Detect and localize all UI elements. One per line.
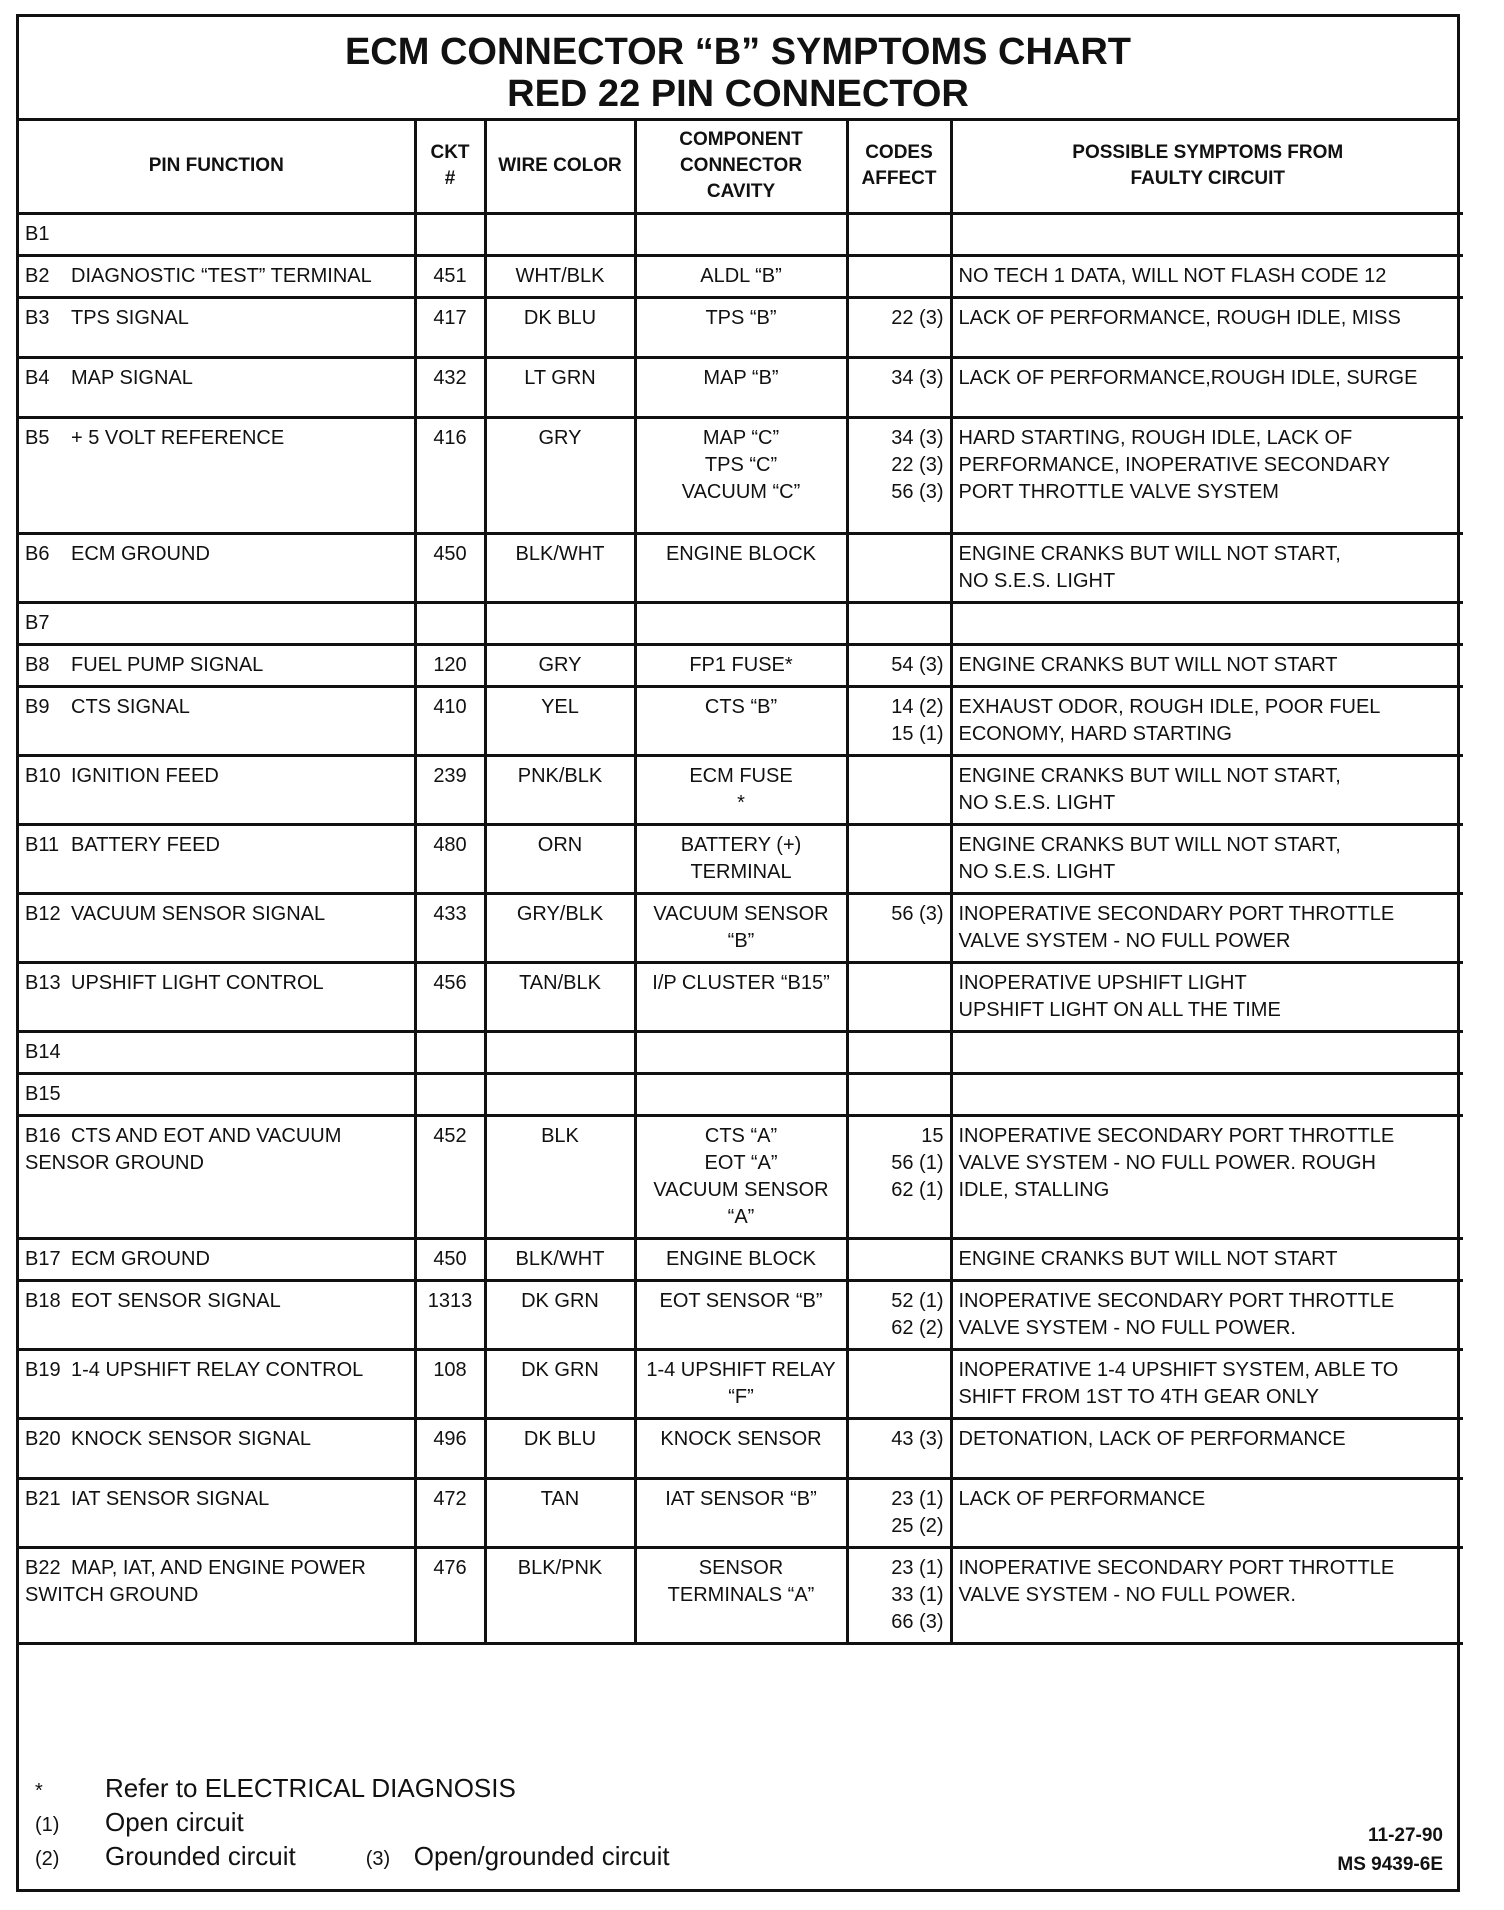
table-row [19, 357, 1463, 417]
codes-affect: 23 (1) 33 (1) 66 (3) [847, 1547, 951, 1643]
pin-function-cell [19, 1115, 415, 1238]
wire-color: LT GRN [485, 357, 635, 417]
wire-color: YEL [485, 686, 635, 755]
pin-function: DIAGNOSTIC “TEST” TERMINAL [71, 264, 372, 287]
pin-function-cell [19, 1547, 415, 1643]
ckt-number: 108 [415, 1349, 485, 1418]
codes-affect: 52 (1) 62 (2) [847, 1280, 951, 1349]
pin-function: CTS SIGNAL [71, 695, 190, 718]
wire-color: BLK/PNK [485, 1547, 635, 1643]
table-row [19, 1349, 1463, 1418]
pin-id: B6 [25, 542, 50, 565]
ckt-number: 451 [415, 255, 485, 297]
pin-function: + 5 VOLT REFERENCE [71, 426, 285, 449]
wire-color [485, 602, 635, 644]
component-cavity: EOT SENSOR “B” [635, 1280, 847, 1349]
ckt-number: 480 [415, 824, 485, 893]
pin-function: IGNITION FEED [71, 764, 219, 787]
pin-function: MAP SIGNAL [71, 366, 193, 389]
table-row [19, 1115, 1463, 1238]
pin-function: TPS SIGNAL [71, 306, 189, 329]
component-cavity: VACUUM SENSOR “B” [635, 893, 847, 962]
wire-color: TAN/BLK [485, 962, 635, 1031]
component-cavity: MAP “C” TPS “C” VACUUM “C” [635, 417, 847, 533]
wire-color: DK GRN [485, 1349, 635, 1418]
possible-symptoms: NO TECH 1 DATA, WILL NOT FLASH CODE 12 [951, 255, 1463, 297]
wire-color [485, 1031, 635, 1073]
codes-affect [847, 213, 951, 255]
pin-id: B15 [25, 1082, 61, 1105]
codes-affect [847, 533, 951, 602]
pin-function-cell [19, 962, 415, 1031]
pin-function: MAP, IAT, AND ENGINE POWER SWITCH GROUND [25, 1556, 366, 1606]
possible-symptoms: LACK OF PERFORMANCE,ROUGH IDLE, SURGE [951, 357, 1463, 417]
table-row [19, 1280, 1463, 1349]
ckt-number: 452 [415, 1115, 485, 1238]
component-cavity: CTS “A” EOT “A” VACUUM SENSOR “A” [635, 1115, 847, 1238]
ckt-number: 450 [415, 533, 485, 602]
ckt-number: 1313 [415, 1280, 485, 1349]
pin-id: B4 [25, 366, 50, 389]
component-cavity [635, 602, 847, 644]
pin-id: B19 [25, 1358, 61, 1381]
table-row [19, 962, 1463, 1031]
component-cavity [635, 1073, 847, 1115]
ckt-number: 239 [415, 755, 485, 824]
component-cavity: SENSOR TERMINALS “A” [635, 1547, 847, 1643]
wire-color: GRY [485, 644, 635, 686]
codes-affect: 34 (3) [847, 357, 951, 417]
possible-symptoms [951, 1031, 1463, 1073]
pin-id: B16 [25, 1124, 61, 1147]
ckt-number: 120 [415, 644, 485, 686]
pin-function-cell [19, 686, 415, 755]
pin-function-cell [19, 533, 415, 602]
codes-affect [847, 1238, 951, 1280]
document-number: MS 9439-6E [1337, 1854, 1443, 1875]
pin-function: EOT SENSOR SIGNAL [71, 1289, 281, 1312]
possible-symptoms: ENGINE CRANKS BUT WILL NOT START [951, 644, 1463, 686]
table-row [19, 1031, 1463, 1073]
codes-affect [847, 824, 951, 893]
possible-symptoms: DETONATION, LACK OF PERFORMANCE [951, 1418, 1463, 1478]
possible-symptoms: ENGINE CRANKS BUT WILL NOT START, NO S.E.S. LIGHT [951, 824, 1463, 893]
table-row [19, 602, 1463, 644]
pin-function-cell [19, 824, 415, 893]
pin-function-cell [19, 1349, 415, 1418]
pin-function: VACUUM SENSOR SIGNAL [71, 902, 326, 925]
pin-id: B7 [25, 611, 50, 634]
table-body [19, 213, 1463, 1643]
component-cavity: MAP “B” [635, 357, 847, 417]
table-row [19, 1238, 1463, 1280]
header-component: COMPONENT CONNECTOR CAVITY [635, 121, 847, 213]
possible-symptoms: INOPERATIVE SECONDARY PORT THROTTLE VALVE SYSTEM - NO FULL POWER. ROUGH IDLE, STALLING [951, 1115, 1463, 1238]
pin-function: ECM GROUND [71, 1247, 210, 1270]
table-row [19, 417, 1463, 533]
pin-function-cell [19, 1280, 415, 1349]
ckt-number: 432 [415, 357, 485, 417]
possible-symptoms: ENGINE CRANKS BUT WILL NOT START [951, 1238, 1463, 1280]
component-cavity: IAT SENSOR “B” [635, 1478, 847, 1547]
pin-id: B3 [25, 306, 50, 329]
pin-function-cell [19, 1238, 415, 1280]
codes-affect: 54 (3) [847, 644, 951, 686]
header-ckt: CKT # [415, 121, 485, 213]
component-cavity: I/P CLUSTER “B15” [635, 962, 847, 1031]
header-codes: CODES AFFECT [847, 121, 951, 213]
pin-function-cell [19, 1418, 415, 1478]
pin-id: B21 [25, 1487, 61, 1510]
title-line-1: ECM CONNECTOR “B” SYMPTOMS CHART [344, 31, 1132, 73]
component-cavity: 1-4 UPSHIFT RELAY “F” [635, 1349, 847, 1418]
wire-color: WHT/BLK [485, 255, 635, 297]
pin-function-cell [19, 255, 415, 297]
pin-table [19, 121, 1463, 1645]
codes-affect: 14 (2) 15 (1) [847, 686, 951, 755]
table-row [19, 1073, 1463, 1115]
possible-symptoms: ENGINE CRANKS BUT WILL NOT START, NO S.E.S. LIGHT [951, 755, 1463, 824]
ckt-number [415, 1031, 485, 1073]
ckt-number: 472 [415, 1478, 485, 1547]
component-cavity: ENGINE BLOCK [635, 533, 847, 602]
footnote-2-3: (2) Grounded circuit (3) Open/grounded circuit [35, 1841, 670, 1871]
pin-function-cell [19, 1073, 415, 1115]
codes-affect [847, 1031, 951, 1073]
codes-affect: 34 (3) 22 (3) 56 (3) [847, 417, 951, 533]
pin-function-cell [19, 1478, 415, 1547]
pin-id: B8 [25, 653, 50, 676]
possible-symptoms: EXHAUST ODOR, ROUGH IDLE, POOR FUEL ECONOMY, HARD STARTING [951, 686, 1463, 755]
codes-affect [847, 755, 951, 824]
wire-color [485, 213, 635, 255]
table-row [19, 533, 1463, 602]
component-cavity: BATTERY (+) TERMINAL [635, 824, 847, 893]
table-row [19, 824, 1463, 893]
pin-id: B17 [25, 1247, 61, 1270]
table-row [19, 893, 1463, 962]
table-row [19, 213, 1463, 255]
table-row [19, 644, 1463, 686]
table-row [19, 297, 1463, 357]
footnote-1: (1) Open circuit [35, 1807, 244, 1837]
pin-id: B14 [25, 1040, 61, 1063]
wire-color: BLK/WHT [485, 1238, 635, 1280]
possible-symptoms: LACK OF PERFORMANCE, ROUGH IDLE, MISS [951, 297, 1463, 357]
pin-id: B1 [25, 222, 50, 245]
wire-color: BLK/WHT [485, 533, 635, 602]
chart-title [19, 17, 1457, 121]
wire-color: DK BLU [485, 1418, 635, 1478]
wire-color: ORN [485, 824, 635, 893]
pin-function-cell [19, 1031, 415, 1073]
pin-function: 1-4 UPSHIFT RELAY CONTROL [71, 1358, 364, 1381]
ckt-number: 456 [415, 962, 485, 1031]
wire-color: PNK/BLK [485, 755, 635, 824]
table-row [19, 255, 1463, 297]
pin-function-cell [19, 417, 415, 533]
footnote-star: * Refer to ELECTRICAL DIAGNOSIS [35, 1773, 516, 1803]
component-cavity: ALDL “B” [635, 255, 847, 297]
table-row [19, 1547, 1463, 1643]
codes-affect [847, 255, 951, 297]
possible-symptoms [951, 602, 1463, 644]
header-symptoms: POSSIBLE SYMPTOMS FROM FAULTY CIRCUIT [951, 121, 1463, 213]
pin-id: B11 [25, 833, 60, 856]
component-cavity: KNOCK SENSOR [635, 1418, 847, 1478]
table-row [19, 1478, 1463, 1547]
table-row [19, 755, 1463, 824]
ckt-number: 496 [415, 1418, 485, 1478]
codes-affect: 43 (3) [847, 1418, 951, 1478]
possible-symptoms: INOPERATIVE 1-4 UPSHIFT SYSTEM, ABLE TO SHIFT FROM 1ST TO 4TH GEAR ONLY [951, 1349, 1463, 1418]
pin-function: IAT SENSOR SIGNAL [71, 1487, 270, 1510]
header-wire-color: WIRE COLOR [485, 121, 635, 213]
wire-color: DK GRN [485, 1280, 635, 1349]
header-pin-function: PIN FUNCTION [19, 121, 415, 213]
pin-function: UPSHIFT LIGHT CONTROL [71, 971, 324, 994]
pin-function: ECM GROUND [71, 542, 210, 565]
component-cavity: ECM FUSE * [635, 755, 847, 824]
ckt-number [415, 213, 485, 255]
pin-id: B18 [25, 1289, 61, 1312]
component-cavity: CTS “B” [635, 686, 847, 755]
ckt-number: 416 [415, 417, 485, 533]
codes-affect [847, 1073, 951, 1115]
ckt-number: 476 [415, 1547, 485, 1643]
ckt-number [415, 1073, 485, 1115]
possible-symptoms: INOPERATIVE UPSHIFT LIGHT UPSHIFT LIGHT ON ALL THE TIME [951, 962, 1463, 1031]
codes-affect: 56 (3) [847, 893, 951, 962]
pin-id: B5 [25, 426, 50, 449]
possible-symptoms: LACK OF PERFORMANCE [951, 1478, 1463, 1547]
pin-id: B12 [25, 902, 61, 925]
symptoms-chart [16, 14, 1460, 1892]
component-cavity: FP1 FUSE* [635, 644, 847, 686]
codes-affect [847, 962, 951, 1031]
table-row [19, 686, 1463, 755]
codes-affect: 15 56 (1) 62 (1) [847, 1115, 951, 1238]
wire-color: BLK [485, 1115, 635, 1238]
codes-affect: 22 (3) [847, 297, 951, 357]
component-cavity [635, 213, 847, 255]
footnotes [19, 1751, 1457, 1889]
pin-function-cell [19, 357, 415, 417]
ckt-number [415, 602, 485, 644]
ckt-number: 433 [415, 893, 485, 962]
wire-color: TAN [485, 1478, 635, 1547]
pin-id: B10 [25, 764, 61, 787]
title-line-2: RED 22 PIN CONNECTOR [507, 73, 969, 115]
pin-function: CTS AND EOT AND VACUUM SENSOR GROUND [25, 1124, 342, 1174]
wire-color: GRY [485, 417, 635, 533]
pin-function: BATTERY FEED [71, 833, 220, 856]
possible-symptoms: HARD STARTING, ROUGH IDLE, LACK OF PERFORMANCE, INOPERATIVE SECONDARY PORT THROTTLE VALVE SYSTEM [951, 417, 1463, 533]
codes-affect: 23 (1) 25 (2) [847, 1478, 951, 1547]
possible-symptoms: INOPERATIVE SECONDARY PORT THROTTLE VALVE SYSTEM - NO FULL POWER. [951, 1280, 1463, 1349]
pin-function: FUEL PUMP SIGNAL [71, 653, 264, 676]
pin-function-cell [19, 893, 415, 962]
table-row [19, 1418, 1463, 1478]
wire-color: GRY/BLK [485, 893, 635, 962]
header-row [19, 121, 1463, 213]
pin-function-cell [19, 644, 415, 686]
revision-date: 11-27-90 [1367, 1825, 1443, 1846]
ckt-number: 410 [415, 686, 485, 755]
pin-function-cell [19, 602, 415, 644]
pin-id: B9 [25, 695, 50, 718]
codes-affect [847, 1349, 951, 1418]
possible-symptoms [951, 1073, 1463, 1115]
possible-symptoms [951, 213, 1463, 255]
wire-color: DK BLU [485, 297, 635, 357]
possible-symptoms: ENGINE CRANKS BUT WILL NOT START, NO S.E.S. LIGHT [951, 533, 1463, 602]
component-cavity: ENGINE BLOCK [635, 1238, 847, 1280]
pin-id: B13 [25, 971, 61, 994]
document-id [1337, 1821, 1443, 1879]
pin-function-cell [19, 213, 415, 255]
pin-id: B20 [25, 1427, 61, 1450]
wire-color [485, 1073, 635, 1115]
pin-id: B22 [25, 1556, 61, 1579]
ckt-number: 417 [415, 297, 485, 357]
possible-symptoms: INOPERATIVE SECONDARY PORT THROTTLE VALVE SYSTEM - NO FULL POWER. [951, 1547, 1463, 1643]
pin-id: B2 [25, 264, 50, 287]
ckt-number: 450 [415, 1238, 485, 1280]
pin-function: KNOCK SENSOR SIGNAL [71, 1427, 312, 1450]
component-cavity [635, 1031, 847, 1073]
possible-symptoms: INOPERATIVE SECONDARY PORT THROTTLE VALVE SYSTEM - NO FULL POWER [951, 893, 1463, 962]
pin-function-cell [19, 755, 415, 824]
codes-affect [847, 602, 951, 644]
component-cavity: TPS “B” [635, 297, 847, 357]
pin-function-cell [19, 297, 415, 357]
